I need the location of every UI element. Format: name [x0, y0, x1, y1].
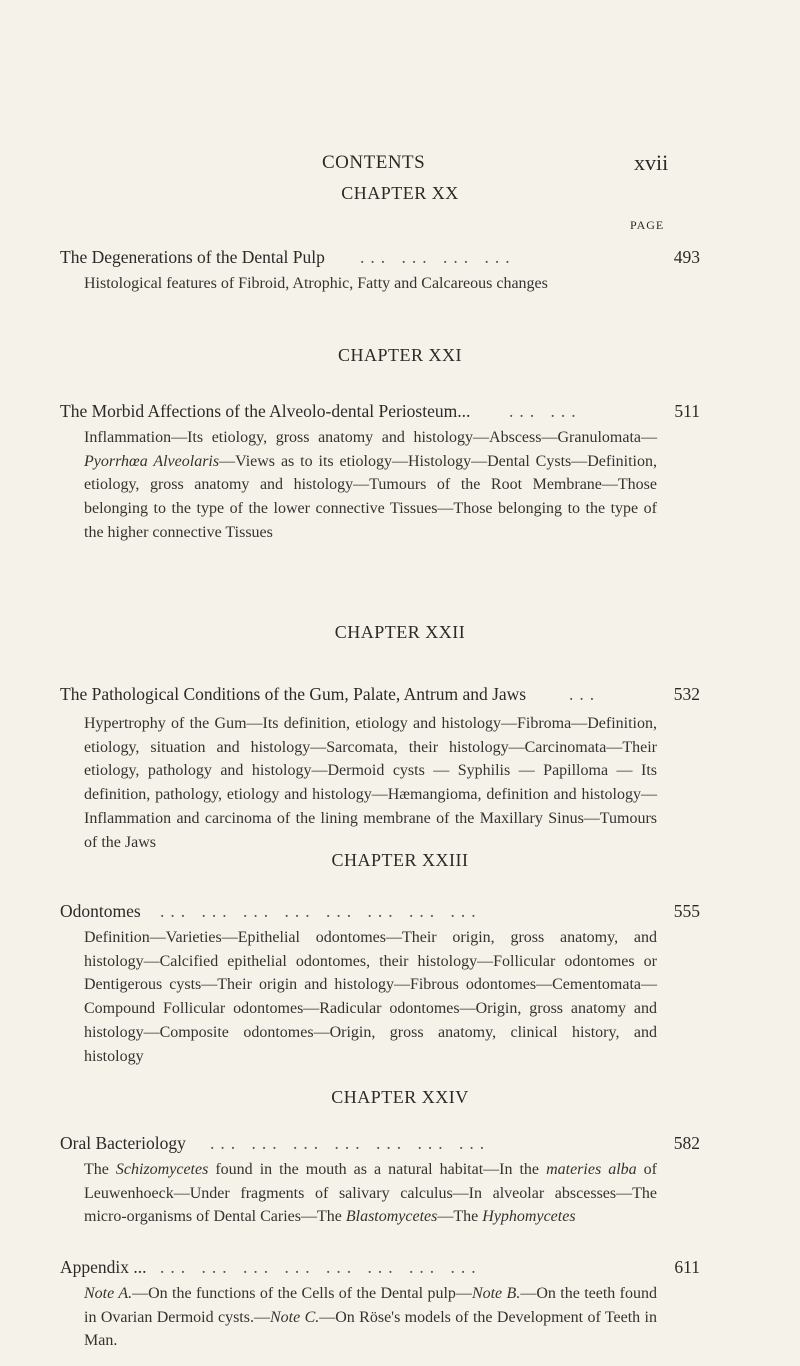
- chapter-heading: CHAPTER XX: [341, 183, 459, 203]
- chapter-heading: CHAPTER XXIII: [331, 850, 469, 870]
- description-italic: Hyphomycetes: [482, 1208, 576, 1226]
- note-label: Note A.: [84, 1285, 133, 1302]
- description-text: Inflammation—Its etiology, gross anatomy and histology—Abscess—Granulomata—: [84, 429, 657, 446]
- toc-page-number: 555: [673, 901, 700, 921]
- description-text: of Leuwenhoeck—Under fragments of salivary calculus—In alveolar abscesses—The micro-organisms of Dental Caries—The: [84, 1161, 658, 1226]
- note-label: Note C.: [269, 1308, 320, 1326]
- dot-leader: ...: [569, 684, 601, 704]
- chapter-heading: CHAPTER XXII: [334, 622, 466, 642]
- description-text: —On the teeth found in Ovarian Dermoid cysts.—: [84, 1285, 658, 1326]
- chapter-description: [84, 1158, 657, 1229]
- description-text: —On Röse's models of the Development of Teeth in Man.: [84, 1308, 657, 1350]
- toc-entry-title: The Pathological Conditions of the Gum, Palate, Antrum and Jaws: [60, 684, 527, 704]
- toc-entry-title: The Degenerations of the Dental Pulp: [60, 247, 325, 267]
- toc-page-number: 493: [673, 247, 700, 267]
- chapter-description: Definition—Varieties—Epithelial odontomes—Their origin, gross anatomy, and histology—Calcified epithelial odontomes, their histology—Follicular odontomes or Dentigerous cysts—Their origin and histology—Fibrous odontomes—Cementomata—Compound Follicular odontomes—Radicular odontomes—Origin, gross anatomy and histology—Composite odontomes—Origin, gross anatomy, clinical history, and histology: [84, 929, 657, 1065]
- toc-entry-xxi[interactable]: [60, 400, 700, 422]
- toc-entry-title: Odontomes: [60, 901, 141, 921]
- toc-page-number: 532: [673, 684, 700, 704]
- toc-entry-xx[interactable]: [60, 246, 700, 268]
- toc-page-number: 582: [673, 1133, 700, 1153]
- dot-leader: ... ... ... ...: [360, 247, 516, 267]
- description-text: —The: [437, 1208, 483, 1226]
- description-text: The: [84, 1161, 116, 1178]
- roman-page-number: xvii: [634, 150, 669, 175]
- note-label: Note B.: [471, 1285, 521, 1302]
- toc-entry-title: Oral Bacteriology: [60, 1133, 186, 1153]
- toc-page-number: 611: [674, 1257, 700, 1277]
- chapter-description: Histological features of Fibroid, Atrophic, Fatty and Calcareous changes: [84, 275, 548, 292]
- chapter-description: [84, 426, 657, 545]
- dot-leader: ... ... ... ... ... ... ... ...: [160, 1257, 482, 1277]
- page-column-label: PAGE: [630, 218, 665, 232]
- toc-entry-title: The Morbid Affections of the Alveolo-dental Periosteum...: [60, 401, 471, 421]
- appendix-description: [84, 1282, 657, 1353]
- toc-entry-xxiv[interactable]: [60, 1132, 700, 1154]
- toc-entry-appendix[interactable]: [60, 1256, 700, 1278]
- dot-leader: ... ... ... ... ... ... ...: [210, 1133, 491, 1153]
- chapter-heading: CHAPTER XXI: [337, 345, 462, 365]
- dot-leader: ... ... ... ... ... ... ... ...: [160, 901, 482, 921]
- description-text: found in the mouth as a natural habitat—In the: [208, 1161, 547, 1178]
- toc-entry-xxii[interactable]: [60, 683, 700, 705]
- dot-leader: ... ...: [509, 401, 582, 421]
- description-italic: Blastomycetes: [345, 1208, 438, 1226]
- toc-entry-title: Appendix ...: [60, 1257, 147, 1277]
- description-text: —On the functions of the Cells of the Dental pulp—: [132, 1285, 472, 1302]
- description-text: —Views as to its etiology—Histology—Dental Cysts—Definition, etiology, gross anatomy and histology—Tumours of the Root Membrane—Those belonging to the type of the lower connective Tissues—Those belonging to the type of the higher connective Tissues: [84, 452, 658, 541]
- description-italic: materies alba: [546, 1161, 637, 1178]
- chapter-description: Hypertrophy of the Gum—Its definition, etiology and histology—Fibroma—Definition, etiology, situation and histology—Sarcomata, their histology—Carcinomata—Their etiology, pathology and histology—Dermoid cysts — Syphilis — Papilloma — Its definition, pathology, etiology and histology—Hæmangioma, definition and histology—Inflammation and carcinoma of the lining membrane of the Maxillary Sinus—Tumours of the Jaws: [84, 715, 657, 851]
- running-header-title: CONTENTS: [322, 152, 426, 173]
- description-italic: Pyorrhœa Alveolaris: [84, 452, 220, 470]
- toc-page-number: 511: [674, 401, 700, 421]
- description-italic: Schizomycetes: [115, 1161, 209, 1178]
- toc-entry-xxiii[interactable]: [60, 900, 700, 922]
- chapter-heading: CHAPTER XXIV: [331, 1087, 469, 1107]
